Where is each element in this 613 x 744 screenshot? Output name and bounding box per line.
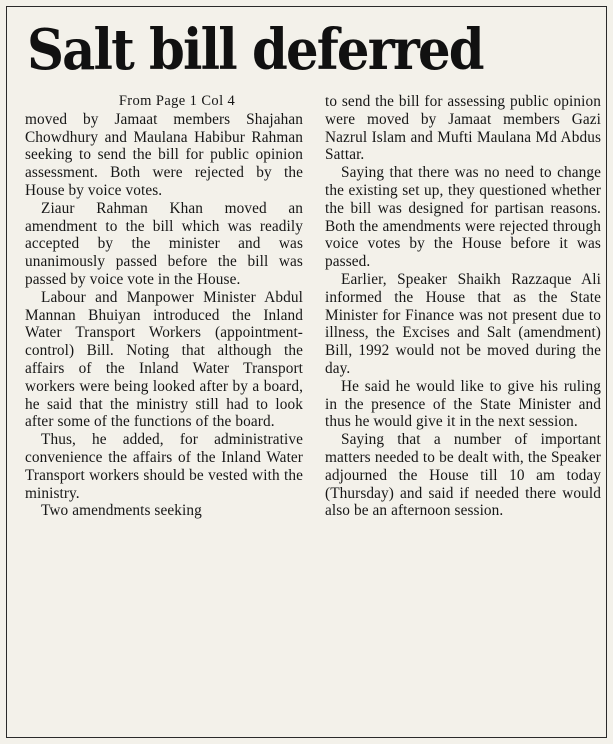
paragraph: Saying that there was no need to change the existing set up, they questioned whether the bill was designed for partisan reasons. Both the amendments were rejected through voice votes by the House before it was passed. [325,164,601,271]
paragraph: Thus, he added, for administrative convenience the affairs of the Inland Water Transport workers should be vested with the ministry. [25,431,303,502]
dateline: From Page 1 Col 4 [118,93,236,109]
paragraph: Labour and Manpower Minister Abdul Mannan Bhuiyan introduced the Inland Water Transport Workers (appointment-control) Bill. Noting that although the affairs of the Inland Water Transport workers were being looked after by a board, he said that the ministry still had to look after some of the functions of the board. [25,288,303,431]
headline: Salt bill deferred [27,17,483,83]
article-column-left [25,93,303,520]
paragraph: Two amendments seeking [41,502,202,520]
paragraph: He said he would like to give his ruling in the presence of the State Minister and thus he would give it in the next session. [325,377,601,431]
paragraph: moved by Jamaat members Shajahan Chowdhury and Maulana Habibur Rahman seeking to send the bill for public opinion assessment. Both were rejected by the House by voice votes. [25,110,303,199]
newspaper-clipping [6,6,607,738]
paragraph: Earlier, Speaker Shaikh Razzaque Ali informed the House that as the State Minister for Finance was not present due to illness, the Excises and Salt (amendment) Bill, 1992 would not be moved during the day. [325,270,601,377]
paragraph: Ziaur Rahman Khan moved an amendment to the bill which was readily accepted by the minister and was unanimously passed before the bill was passed by voice vote in the House. [25,199,303,288]
paragraph: Saying that a number of important matters needed to be dealt with, the Speaker adjourned the House till 10 am today (Thursday) and said if needed there would also be an afternoon session. [325,431,601,520]
paragraph: to send the bill for assessing public opinion were moved by Jamaat members Gazi Nazrul Islam and Mufti Maulana Md Abdus Sattar. [325,93,601,164]
article-column-right [325,93,601,520]
